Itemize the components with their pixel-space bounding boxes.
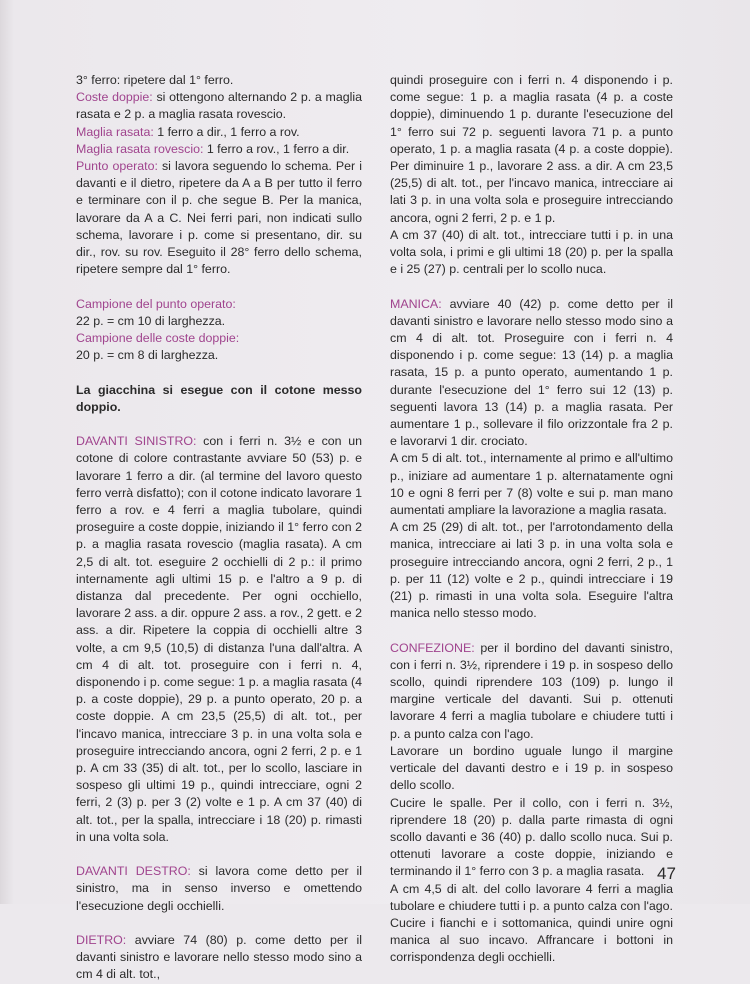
- confezione-section: CONFEZIONE: per il bordino del davanti sinistro, con i ferri n. 3½, riprendere i 19 p. in sospeso dello scollo, quindi riprendere 103 (109) p. lungo il margine verticale del davanti. Sui p. ottenuti lavorare 4 ferri a maglia tubolare e chiudere tutti i p. a punto calza con l'ago.: [390, 640, 673, 741]
- term-label: Coste doppie:: [76, 90, 153, 105]
- maglia-rasata-definition: Maglia rasata: 1 ferro a dir., 1 ferro a rov.: [76, 124, 300, 139]
- gauge-punto-operato-value: 22 p. = cm 10 di larghezza.: [76, 313, 226, 328]
- davanti-destro-section: DAVANTI DESTRO: si lavora come detto per il sinistro, ma in senso inverso e omettendo l'esecuzione degli occhielli.: [76, 864, 362, 913]
- spacer: [76, 846, 362, 863]
- spacer: [76, 915, 362, 932]
- section-label: CONFEZIONE:: [390, 640, 475, 655]
- confezione-collar: Cucire le spalle. Per il collo, con i ferri n. 3½, riprendere 18 (20) p. dalla parte rimasta di ogni scollo davanti e 36 (40) p. dallo scollo nuca. Sui p. ottenuti lavorare a coste doppie, iniziando e terminando il 1° ferro con 3 p. a maglia rasata.: [390, 795, 673, 879]
- confezione-finishing: A cm 4,5 di alt. del collo lavorare 4 ferri a maglia tubolare e chiudere tutti i p. a punto calza con l'ago. Cucire i fianchi e i sottomanica, quindi unire ogni manica al suo incavo. Affrancare i bottoni in corrispondenza degli occhielli.: [390, 881, 673, 965]
- gauge-coste-doppie-value: 20 p. = cm 8 di larghezza.: [76, 348, 219, 363]
- dietro-continued: quindi proseguire con i ferri n. 4 disponendo i p. come segue: 1 p. a maglia rasata (4 p. a coste doppie), diminuendo 1 p. durante l'esecuzione del 1° ferro sui 72 p. seguenti lavora 71 p. a punto operato, 1 p. a maglia rasata (4 p. a coste doppie). Per diminuire 1 p., lavorare 2 ass. a dir. A cm 23,5 (25,5) di alt. tot., per l'incavo manica, intrecciare ai lati 3 p. in una volta sola e proseguire intrecciando ancora, ogni 2 ferri, 2 p. e 1 p.: [390, 73, 673, 225]
- punto-operato-definition: Punto operato: si lavora seguendo lo schema. Per i davanti e il dietro, ripetere da A a B per tutto il ferro e terminare con il p. che segue B. Per la manica, lavorare da A a C. Nei ferri pari, non indicati sullo schema, lavorare i p. come si presentano, dir. su dir., rov. su rov. Eseguito il 28° ferro dello schema, ripetere sempre dal 1° ferro.: [76, 159, 363, 277]
- left-column: [76, 72, 362, 984]
- section-label: DAVANTI SINISTRO:: [76, 434, 197, 449]
- section-label: MANICA:: [390, 296, 442, 311]
- section-label: DIETRO:: [76, 933, 127, 948]
- spacer: [76, 364, 362, 381]
- right-column: [390, 72, 673, 967]
- coste-doppie-definition: Coste doppie: si ottengono alternando 2 p. a maglia rasata e 2 p. a maglia rasata rovescio.: [76, 90, 363, 122]
- term-label: Maglia rasata:: [76, 124, 154, 139]
- term-label: Punto operato:: [76, 159, 158, 174]
- spacer: [76, 278, 362, 295]
- spacer: [390, 622, 673, 639]
- manica-increases: A cm 5 di alt. tot., internamente al primo e all'ultimo p., iniziare ad aumentare 1 p. alternatamente ogni 10 e ogni 8 ferri per 7 (8) volte e sui p. man mano aumentati ampliare la lavorazione a maglia rasata.: [390, 451, 673, 518]
- spacer: [76, 416, 362, 433]
- dietro-shoulder: A cm 37 (40) di alt. tot., intrecciare tutti i p. in una volta sola, i primi e gli ultimi 18 (20) p. per la spalla e i 25 (27) p. centrali per lo scollo nuca.: [390, 227, 673, 277]
- term-label: Maglia rasata rovescio:: [76, 141, 204, 156]
- row-3-instruction: 3° ferro: ripetere dal 1° ferro.: [76, 73, 234, 87]
- confezione-right-band: Lavorare un bordino uguale lungo il margine verticale del davanti destro e i 19 p. in sospeso dello scollo.: [390, 743, 673, 793]
- section-label: DAVANTI DESTRO:: [76, 864, 191, 879]
- gauge-coste-doppie-label: Campione delle coste doppie:: [76, 331, 240, 346]
- davanti-sinistro-section: DAVANTI SINISTRO: con i ferri n. 3½ e con un cotone di colore contrastante avviare 50 (53) p. e lavorare 1 ferro a dir. (al termine del lavoro questo ferro verrà disfatto); con il cotone indicato lavorare 1 ferro a rov. e 4 ferri a maglia tubolare, quindi proseguire a coste doppie, iniziando il 1° ferro con 2 p. a maglia rasata rovescio (maglia rasata). A cm 2,5 di alt. tot. eseguire 2 occhielli di 2 p.: il primo internamente agli ultimi 15 p. e l'altro a 9 p. di distanza dal precedente. Per ogni occhiello, lavorare 2 ass. a dir. oppure 2 ass. a rov., 2 gett. e 2 ass. a dir. Ripetere la coppia di occhielli altre 3 volte, a cm 9,5 (10,5) di distanza l'una dall'altra. A cm 4 di alt. tot. proseguire con i ferri n. 4, disponendo i p. come segue: 1 p. a maglia rasata (4 p. a coste doppie), 29 p. a punto operato, 20 p. a coste doppie. A cm 23,5 (25,5) di alt. tot., per l'incavo manica, intrecciare 3 p. in una volta sola e proseguire intrecciando ancora, ogni 2 ferri, 2 p. e 1 p. A cm 33 (35) di alt. tot., per lo scollo, lasciare in sospeso gli ultimi 19 p., quindi intrecciare, ogni 2 ferri, 2 (3) p. per 3 (2) volte e 1 p. A cm 37 (40) di alt. tot., per la spalla, intrecciare i 18 (20) p. rimasti in una volta sola.: [76, 434, 362, 844]
- page-number: 47: [657, 864, 676, 883]
- dietro-section: DIETRO: avviare 74 (80) p. come detto per il davanti sinistro e lavorare nello stesso modo sino a cm 4 di alt. tot.,: [76, 933, 362, 982]
- yarn-note-heading: La giacchina si esegue con il cotone messo doppio.: [76, 382, 362, 414]
- gauge-punto-operato-label: Campione del punto operato:: [76, 296, 236, 311]
- manica-cap: A cm 25 (29) di alt. tot., per l'arrotondamento della manica, intrecciare ai lati 3 p. in una volta sola e proseguire intrecciando ancora, ogni 2 ferri, 2 p., 1 p. per 11 (12) volte e 2 p., quindi intrecciare i 19 (21) p. rimasti in una volta sola. Eseguire l'altra manica nello stesso modo.: [390, 520, 673, 621]
- maglia-rasata-rovescio-definition: Maglia rasata rovescio: 1 ferro a rov., 1 ferro a dir.: [76, 141, 350, 156]
- spacer: [390, 278, 673, 295]
- manica-section: MANICA: avviare 40 (42) p. come detto per il davanti sinistro e lavorare nello stesso modo sino a cm 4 di alt. tot. Proseguire con i ferri n. 4 disponendo i p. come segue: 13 (14) p. a maglia rasata, 15 p. a punto operato, aumentando 1 p. durante l'esecuzione del 1° ferro sui 12 (13) p. seguenti lavora 13 (14) p. a maglia rasata. Per aumentare 1 p., sollevare il filo orizzontale fra 2 p. e lavorarvi 1 dir. crociato.: [390, 296, 673, 449]
